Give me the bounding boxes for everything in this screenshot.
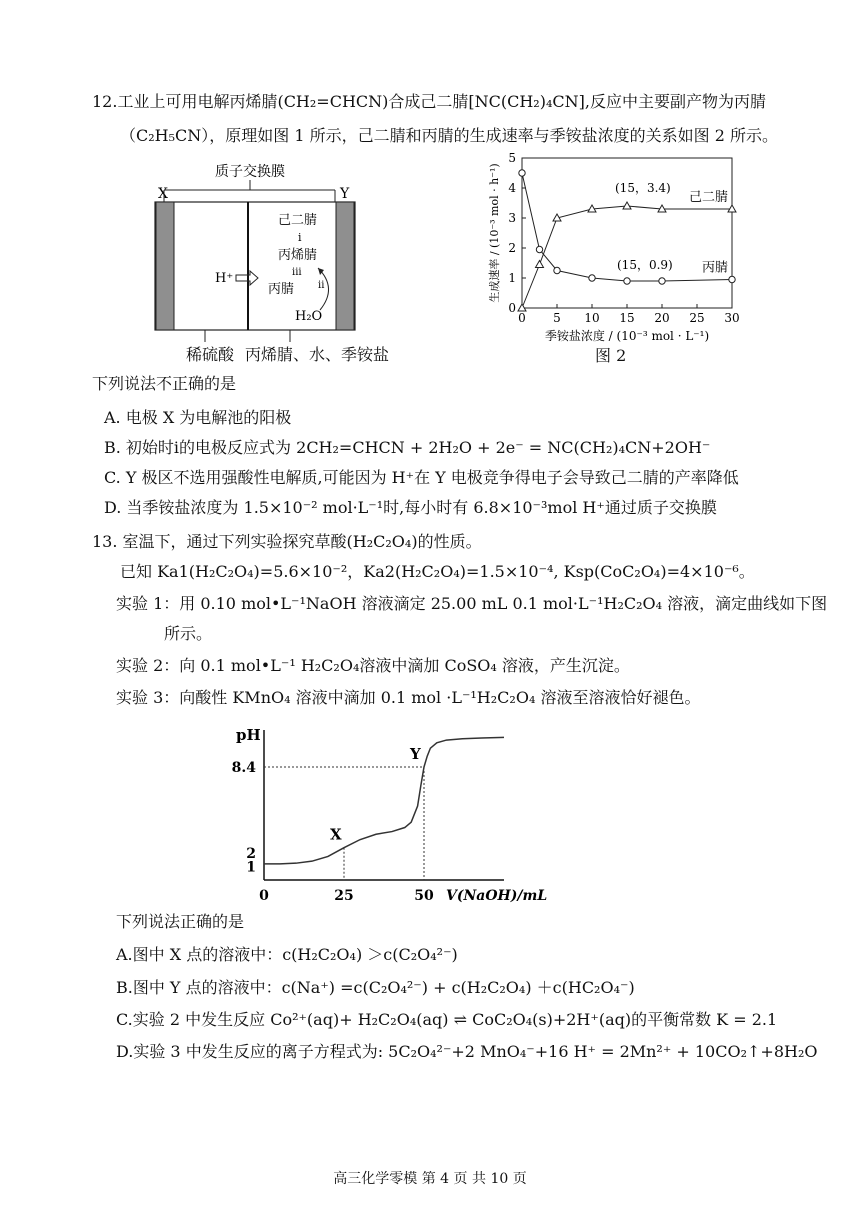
page-footer: 高三化学零模 第 4 页 共 10 页 (333, 1171, 527, 1187)
acrylonitrile-label: 丙烯腈 (278, 248, 318, 263)
y-tick-label: 5 (508, 151, 516, 165)
y-tick-label: 3 (508, 211, 516, 225)
membrane-label: 质子交换膜 (215, 164, 285, 180)
series-label: 己二腈 (688, 190, 728, 205)
x-tick-label: 0 (259, 888, 269, 904)
q12-stem-line1: 12.工业上可用电解丙烯腈(CH₂=CHCN)合成己二腈[NC(CH₂)₄CN],反应中主要副产物为丙腈 (92, 92, 766, 111)
left-solution-label: 稀硫酸 (186, 345, 235, 364)
x-axis-label: V(NaOH)/mL (446, 888, 548, 904)
x-tick-label: 0 (518, 311, 526, 325)
data-point-adiponitrile (536, 261, 544, 268)
point-y-label: Y (410, 744, 421, 763)
q12-option-b: B. 初始时i的电极反应式为 2CH₂=CHCN + 2H₂O + 2e⁻ = NC(CH₂)₄CN+2OH⁻ (104, 438, 711, 457)
y-axis-label: pH (236, 726, 261, 744)
y-tick-label: 4 (508, 181, 516, 195)
q13-option-d: D.实验 3 中发生反应的离子方程式为: 5C₂O₄²⁻+2 MnO₄⁻+16 H⁺ = 2Mn²⁺ + 10CO₂↑+8H₂O (116, 1042, 818, 1061)
y-tick-label: 2 (246, 846, 256, 863)
y-tick-label: 1 (246, 859, 256, 876)
electrode-y (336, 202, 354, 330)
data-point-propionitrile (589, 275, 595, 281)
data-point-propionitrile (519, 170, 525, 176)
mark-i: i (298, 231, 302, 244)
mark-ii: ii (318, 280, 325, 291)
data-point-propionitrile (554, 267, 560, 273)
data-point-propionitrile (729, 276, 735, 282)
data-point-propionitrile (624, 278, 630, 284)
data-point-propionitrile (659, 278, 665, 284)
x-tick-label: 25 (334, 888, 354, 904)
x-tick-label: 30 (724, 311, 740, 325)
data-point-adiponitrile (623, 202, 631, 209)
electrode-x (156, 202, 174, 330)
electrode-y-label: Y (340, 186, 350, 202)
titration-chart (228, 718, 548, 910)
y-axis-label: 生成速率 / (10⁻³ mol · h⁻¹) (488, 163, 501, 303)
q13-experiment2: 实验 2：向 0.1 mol•L⁻¹ H₂C₂O₄溶液中滴加 CoSO₄ 溶液，产生沉淀。 (116, 656, 630, 675)
q13-experiment1-line2: 所示。 (164, 624, 213, 643)
fig2-caption: 图 2 (595, 346, 627, 365)
y-tick-label: 2 (508, 241, 516, 255)
x-tick-label: 5 (553, 311, 561, 325)
q13-option-a: A.图中 X 点的溶液中：c(H₂C₂O₄) ＞c(C₂O₄²⁻) (116, 945, 458, 964)
electrolysis-diagram (150, 160, 360, 360)
q13-stem: 13. 室温下，通过下列实验探究草酸(H₂C₂O₄)的性质。 (92, 532, 482, 551)
h-plus-label: H⁺ (215, 271, 234, 286)
rate-chart (486, 148, 746, 344)
x-axis-label: 季铵盐浓度 / (10⁻³ mol · L⁻¹) (544, 329, 710, 343)
annotation-propionitrile-point: (15，0.9) (617, 258, 673, 272)
x-tick-label: 25 (689, 311, 705, 325)
water-label: H₂O (295, 309, 323, 324)
x-tick-label: 20 (654, 311, 670, 325)
mark-iii: iii (292, 267, 302, 278)
y-tick-label: 1 (508, 271, 516, 285)
titration-curve (264, 737, 504, 863)
y-tick-label: 8.4 (231, 759, 256, 776)
electrode-x-label: X (158, 186, 168, 202)
q12-prompt: 下列说法不正确的是 (92, 374, 237, 393)
x-tick-label: 15 (619, 311, 635, 325)
y-tick-label: 0 (508, 301, 516, 315)
propionitrile-label: 丙腈 (268, 282, 295, 297)
annotation-adiponitrile-point: (15，3.4) (615, 181, 671, 195)
adiponitrile-label: 己二腈 (278, 213, 318, 228)
x-tick-label: 10 (584, 311, 600, 325)
point-x-label: X (330, 825, 342, 844)
q13-option-c: C.实验 2 中发生反应 Co²⁺(aq)+ H₂C₂O₄(aq) ⇌ CoC₂O₄(s)+2H⁺(aq)的平衡常数 K = 2.1 (116, 1010, 778, 1029)
series-label: 丙腈 (701, 260, 728, 276)
right-solution-label: 丙烯腈、水、季铵盐 (245, 345, 390, 364)
q13-option-b: B.图中 Y 点的溶液中：c(Na⁺) =c(C₂O₄²⁻) + c(H₂C₂O₄) ＋c(HC₂O₄⁻) (116, 978, 635, 997)
q13-experiment1-line1: 实验 1：用 0.10 mol•L⁻¹NaOH 溶液滴定 25.00 mL 0.1 mol·L⁻¹H₂C₂O₄ 溶液，滴定曲线如下图 (116, 594, 828, 613)
q12-option-a: A. 电极 X 为电解池的阳极 (104, 408, 292, 427)
q12-option-d: D. 当季铵盐浓度为 1.5×10⁻² mol·L⁻¹时,每小时有 6.8×10⁻³mol H⁺通过质子交换膜 (104, 498, 717, 517)
q13-prompt: 下列说法正确的是 (116, 912, 245, 931)
q12-stem-line2: （C₂H₅CN），原理如图 1 所示，己二腈和丙腈的生成速率与季铵盐浓度的关系如图 2 所示。 (120, 126, 778, 145)
q13-experiment3: 实验 3：向酸性 KMnO₄ 溶液中滴加 0.1 mol ·L⁻¹H₂C₂O₄ 溶液至溶液恰好褪色。 (116, 688, 701, 707)
q13-known-constants: 已知 Ka1(H₂C₂O₄)=5.6×10⁻²，Ka2(H₂C₂O₄)=1.5×10⁻⁴, Ksp(CoC₂O₄)=4×10⁻⁶。 (120, 562, 755, 581)
q12-option-c: C. Y 极区不选用强酸性电解质,可能因为 H⁺在 Y 电极竞争得电子会导致己二腈的产率降低 (104, 468, 739, 487)
data-point-propionitrile (536, 246, 542, 252)
x-tick-label: 50 (414, 888, 434, 904)
